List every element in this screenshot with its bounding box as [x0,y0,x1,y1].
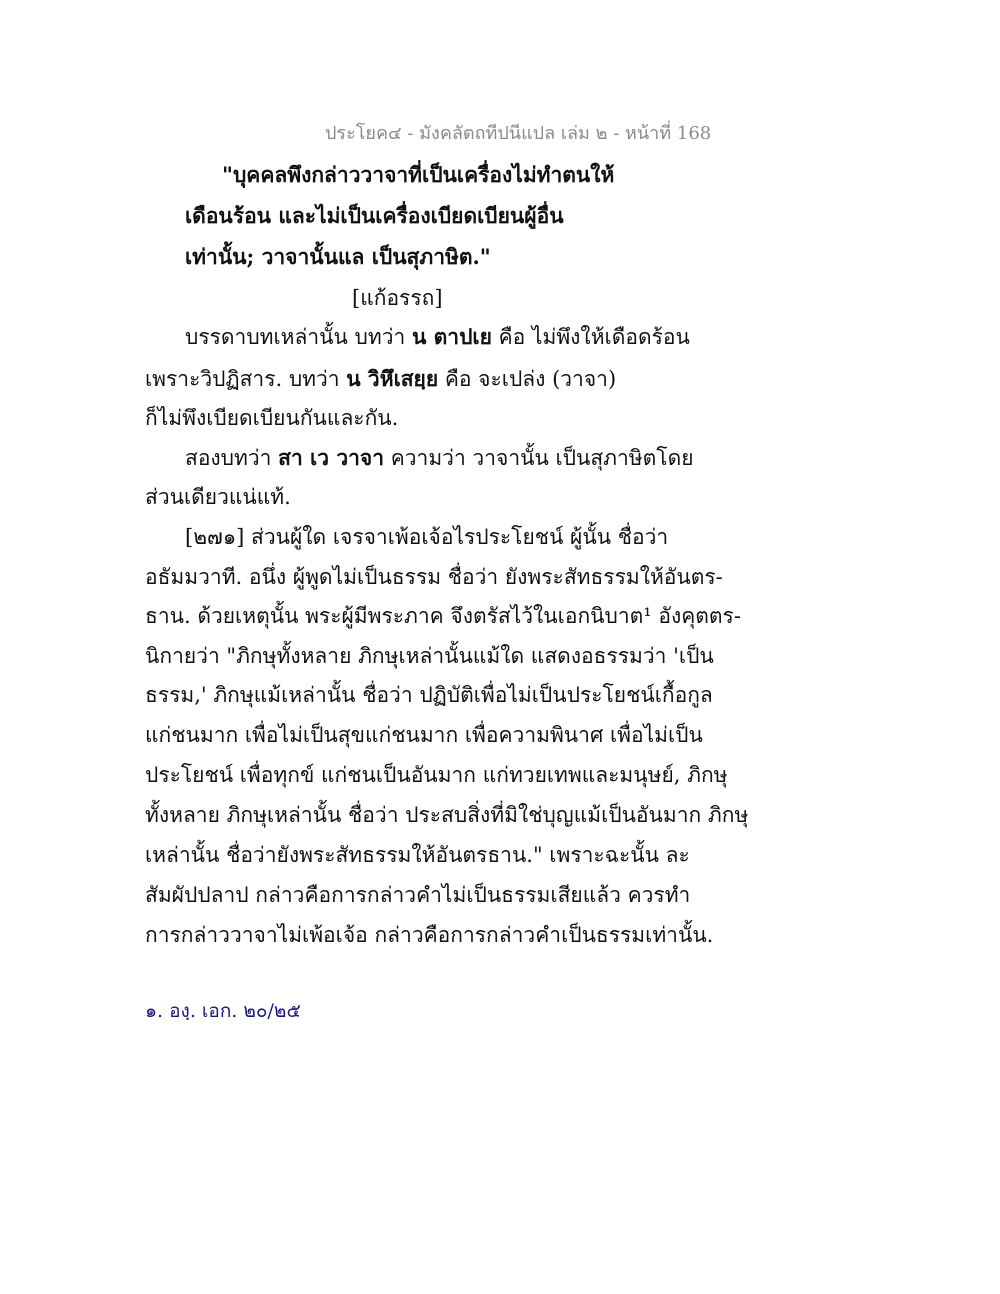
text-segment: ความว่า วาจานั้น เป็นสุภาษิตโดย [384,446,694,470]
para3-line: อธัมมวาที. อนึ่ง ผู้พูดไม่เป็นธรรม ชื่อว่า ยังพระสัทธรรมให้อันตร- [145,565,723,589]
pali-term: น วิหึเสยฺย [346,366,439,391]
para1-line-2 [145,364,616,394]
pali-term: สา เว วาจา [278,445,385,470]
text-segment: บรรดาบทเหล่านั้น บทว่า [185,325,412,349]
page-header: ประโยค๔ - มังคลัตถทีปนีแปล เล่ม ๒ - หน้าที่ 168 [325,123,712,144]
para3-line: สัมผัปปลาป กล่าวคือการกล่าวคำไม่เป็นธรรมเสียแล้ว ควรทำ [145,883,691,907]
verse-line-3: เท่านั้น; วาจานั้นแล เป็นสุภาษิต." [185,244,491,269]
verse-line-2: เดือนร้อน และไม่เป็นเครื่องเบียดเบียนผู้อื่น [185,203,564,228]
para2-line-1 [185,443,694,473]
para1-line-1 [185,322,690,352]
para3-line: นิกายว่า "ภิกษุทั้งหลาย ภิกษุเหล่านั้นแม้ใด แสดงอธรรมว่า 'เป็น [145,644,714,668]
verse-attribution: [แก้อรรถ] [352,286,443,310]
text-segment: เพราะวิปฏิสาร. บทว่า [145,367,347,391]
para3-line: ทั้งหลาย ภิกษุเหล่านั้น ชื่อว่า ประสบสิ่งที่มิใช่บุญแม้เป็นอันมาก ภิกษุ [145,803,749,827]
para3-line: เหล่านั้น ชื่อว่ายังพระสัทธรรมให้อันตรธาน." เพราะฉะนั้น ละ [145,843,690,867]
para1-line-3: ก็ไม่พึงเบียดเบียนกันและกัน. [145,406,399,430]
verse-line-1: "บุคคลพึงกล่าววาจาที่เป็นเครื่องไม่ทำตนให้ [222,162,615,187]
text-segment: สองบทว่า [185,446,279,470]
para3-line: [๒๗๑] ส่วนผู้ใด เจรจาเพ้อเจ้อไรประโยชน์ ผู้นั้น ชื่อว่า [185,525,669,549]
footnote: ๑. องฺ. เอก. ๒๐/๒๕ [145,1000,301,1022]
para3-line: ธรรม,' ภิกษุแม้เหล่านั้น ชื่อว่า ปฏิบัติเพื่อไม่เป็นประโยชน์เกื้อกูล [145,683,713,707]
pali-term: น ตาปเย [412,324,492,349]
para3-line: ประโยชน์ เพื่อทุกข์ แก่ชนเป็นอันมาก แก่ทวยเทพและมนุษย์, ภิกษุ [145,763,728,787]
para3-line: การกล่าววาจาไม่เพ้อเจ้อ กล่าวคือการกล่าวคำเป็นธรรมเท่านั้น. [145,923,714,947]
para2-line-2: ส่วนเดียวแน่แท้. [145,485,291,509]
text-segment: คือ ไม่พึงให้เดือดร้อน [491,325,690,349]
text-segment: คือ จะเปล่ง (วาจา) [438,367,617,391]
para3-line: แก่ชนมาก เพื่อไม่เป็นสุขแก่ชนมาก เพื่อความพินาศ เพื่อไม่เป็น [145,723,703,747]
para3-line: ธาน. ด้วยเหตุนั้น พระผู้มีพระภาค จึงตรัสไว้ในเอกนิบาต¹ อังคุตตร- [145,604,741,628]
